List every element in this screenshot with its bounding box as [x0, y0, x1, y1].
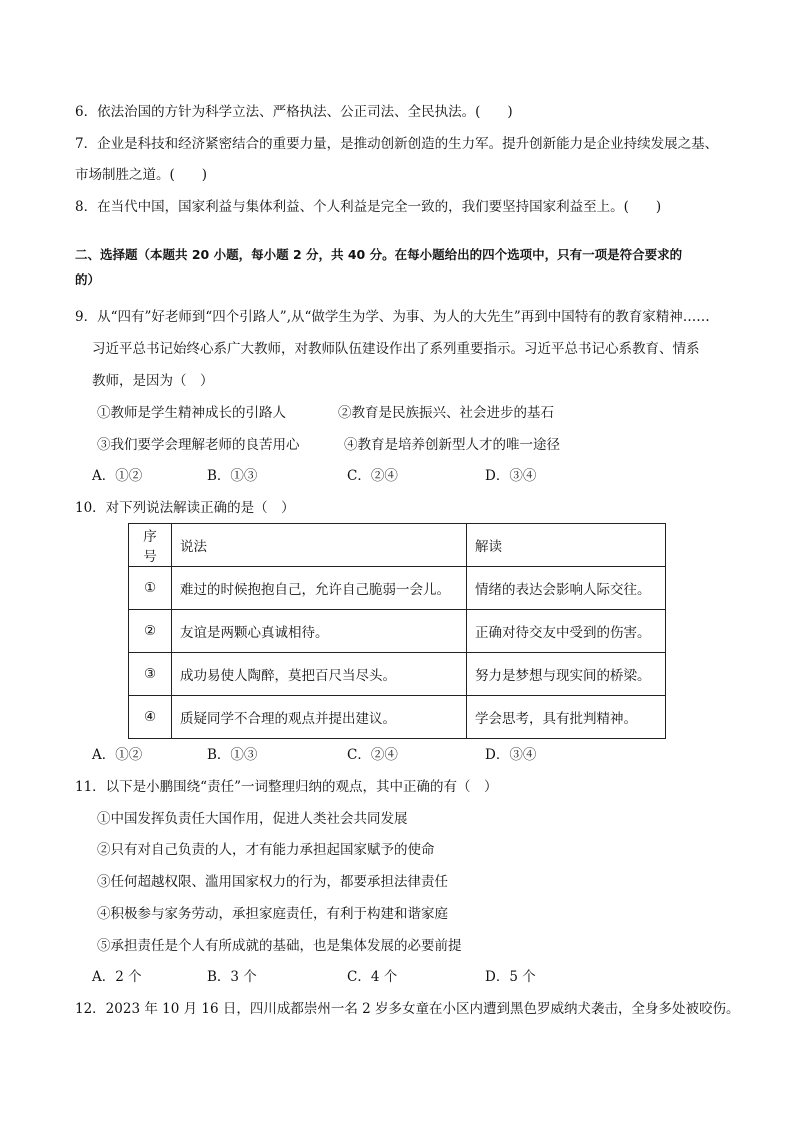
table-cell-reading: 努力是梦想与现实间的桥梁。 — [467, 653, 666, 696]
table-header-reading: 解读 — [467, 524, 666, 567]
table-cell-no: ④ — [129, 696, 172, 739]
table-cell-no: ① — [129, 567, 172, 610]
table-cell-saying: 难过的时候抱抱自己，允许自己脆弱一会儿。 — [172, 567, 467, 610]
judgment-7-cont: 市场制胜之道。( ) — [75, 167, 208, 183]
section-heading-cont: 的） — [75, 272, 101, 287]
section-heading: 二、选择题（本题共 20 小题，每小题 2 分，共 40 分。在每小题给出的四个选项中，只有一项是符合要求的 — [75, 247, 683, 262]
table-cell-reading: 正确对待交友中受到的伤害。 — [467, 610, 666, 653]
q9-option-c: C．②④ — [347, 468, 398, 484]
table-cell-saying: 质疑同学不合理的观点并提出建议。 — [172, 696, 467, 739]
table-row — [129, 567, 666, 610]
table-cell-saying: 友谊是两颗心真诚相待。 — [172, 610, 467, 653]
q11-item-1: ①中国发挥负责任大国作用，促进人类社会共同发展 — [97, 811, 408, 827]
q11-option-d: D．5 个 — [485, 969, 536, 985]
table-cell-reading: 学会思考，具有批判精神。 — [467, 696, 666, 739]
judgment-7: 7．企业是科技和经济紧密结合的重要力量，是推动创新创造的生力军。提升创新能力是企业持续发展之基、 — [75, 136, 719, 152]
q11-option-a: A．2 个 — [92, 969, 142, 985]
q9-statement-1: ①教师是学生精神成长的引路人 — [97, 405, 286, 421]
q11-stem: 11．以下是小鹏围绕“责任”一词整理归纳的观点，其中正确的有（ ） — [75, 779, 498, 795]
q11-item-3: ③任何超越权限、滥用国家权力的行为，都要承担法律责任 — [97, 874, 448, 890]
table-cell-saying: 成功易使人陶醉，莫把百尺当尽头。 — [172, 653, 467, 696]
q9-statement-2: ②教育是民族振兴、社会进步的基石 — [338, 405, 554, 421]
table-row — [129, 610, 666, 653]
q11-item-4: ④积极参与家务劳动，承担家庭责任，有利于构建和谐家庭 — [97, 906, 448, 922]
q10-option-b: B．①③ — [207, 747, 258, 763]
q9-option-b: B．①③ — [207, 468, 258, 484]
q11-item-2: ②只有对自己负责的人，才有能力承担起国家赋予的使命 — [97, 842, 435, 858]
q12-stem: 12．2023 年 10 月 16 日，四川成都崇州一名 2 岁多女童在小区内遭到黑色罗威纳犬袭击，全身多处被咬伤。 — [75, 1001, 740, 1017]
q11-option-c: C．4 个 — [347, 969, 398, 985]
table-header-row — [129, 524, 666, 567]
judgment-8: 8．在当代中国，国家利益与集体利益、个人利益是完全一致的，我们要坚持国家利益至上。( ) — [75, 199, 662, 215]
table-header-saying: 说法 — [172, 524, 467, 567]
q9-option-a: A．①② — [92, 468, 143, 484]
judgment-6: 6．依法治国的方针为科学立法、严格执法、公正司法、全民执法。( ) — [75, 104, 513, 120]
q10-option-c: C．②④ — [347, 747, 398, 763]
table-cell-no: ③ — [129, 653, 172, 696]
q9-statement-3: ③我们要学会理解老师的良苦用心 — [97, 437, 300, 453]
q9-stem-3: 教师，是因为（ ） — [92, 373, 214, 389]
q10-option-d: D．③④ — [485, 747, 537, 763]
table-cell-reading: 情绪的表达会影响人际交往。 — [467, 567, 666, 610]
q11-item-5: ⑤承担责任是个人有所成就的基础，也是集体发展的必要前提 — [97, 938, 462, 954]
table-row — [129, 653, 666, 696]
q9-stem-1: 9．从“四有”好老师到“四个引路人”,从“做学生为学、为事、为人的大先生”再到中国特有的教育家精神…… — [75, 309, 710, 325]
q10-option-a: A．①② — [92, 747, 143, 763]
q9-option-d: D．③④ — [485, 468, 537, 484]
q10-table — [128, 523, 666, 739]
q10-stem: 10．对下列说法解读正确的是（ ） — [75, 500, 295, 516]
q11-option-b: B．3 个 — [207, 969, 257, 985]
table-row — [129, 696, 666, 739]
q9-stem-2: 习近平总书记始终心系广大教师，对教师队伍建设作出了系列重要指示。习近平总书记心系教育、情系 — [92, 341, 700, 357]
q9-statement-4: ④教育是培养创新型人才的唯一途径 — [344, 437, 560, 453]
table-header-no: 序号 — [129, 524, 172, 567]
table-cell-no: ② — [129, 610, 172, 653]
